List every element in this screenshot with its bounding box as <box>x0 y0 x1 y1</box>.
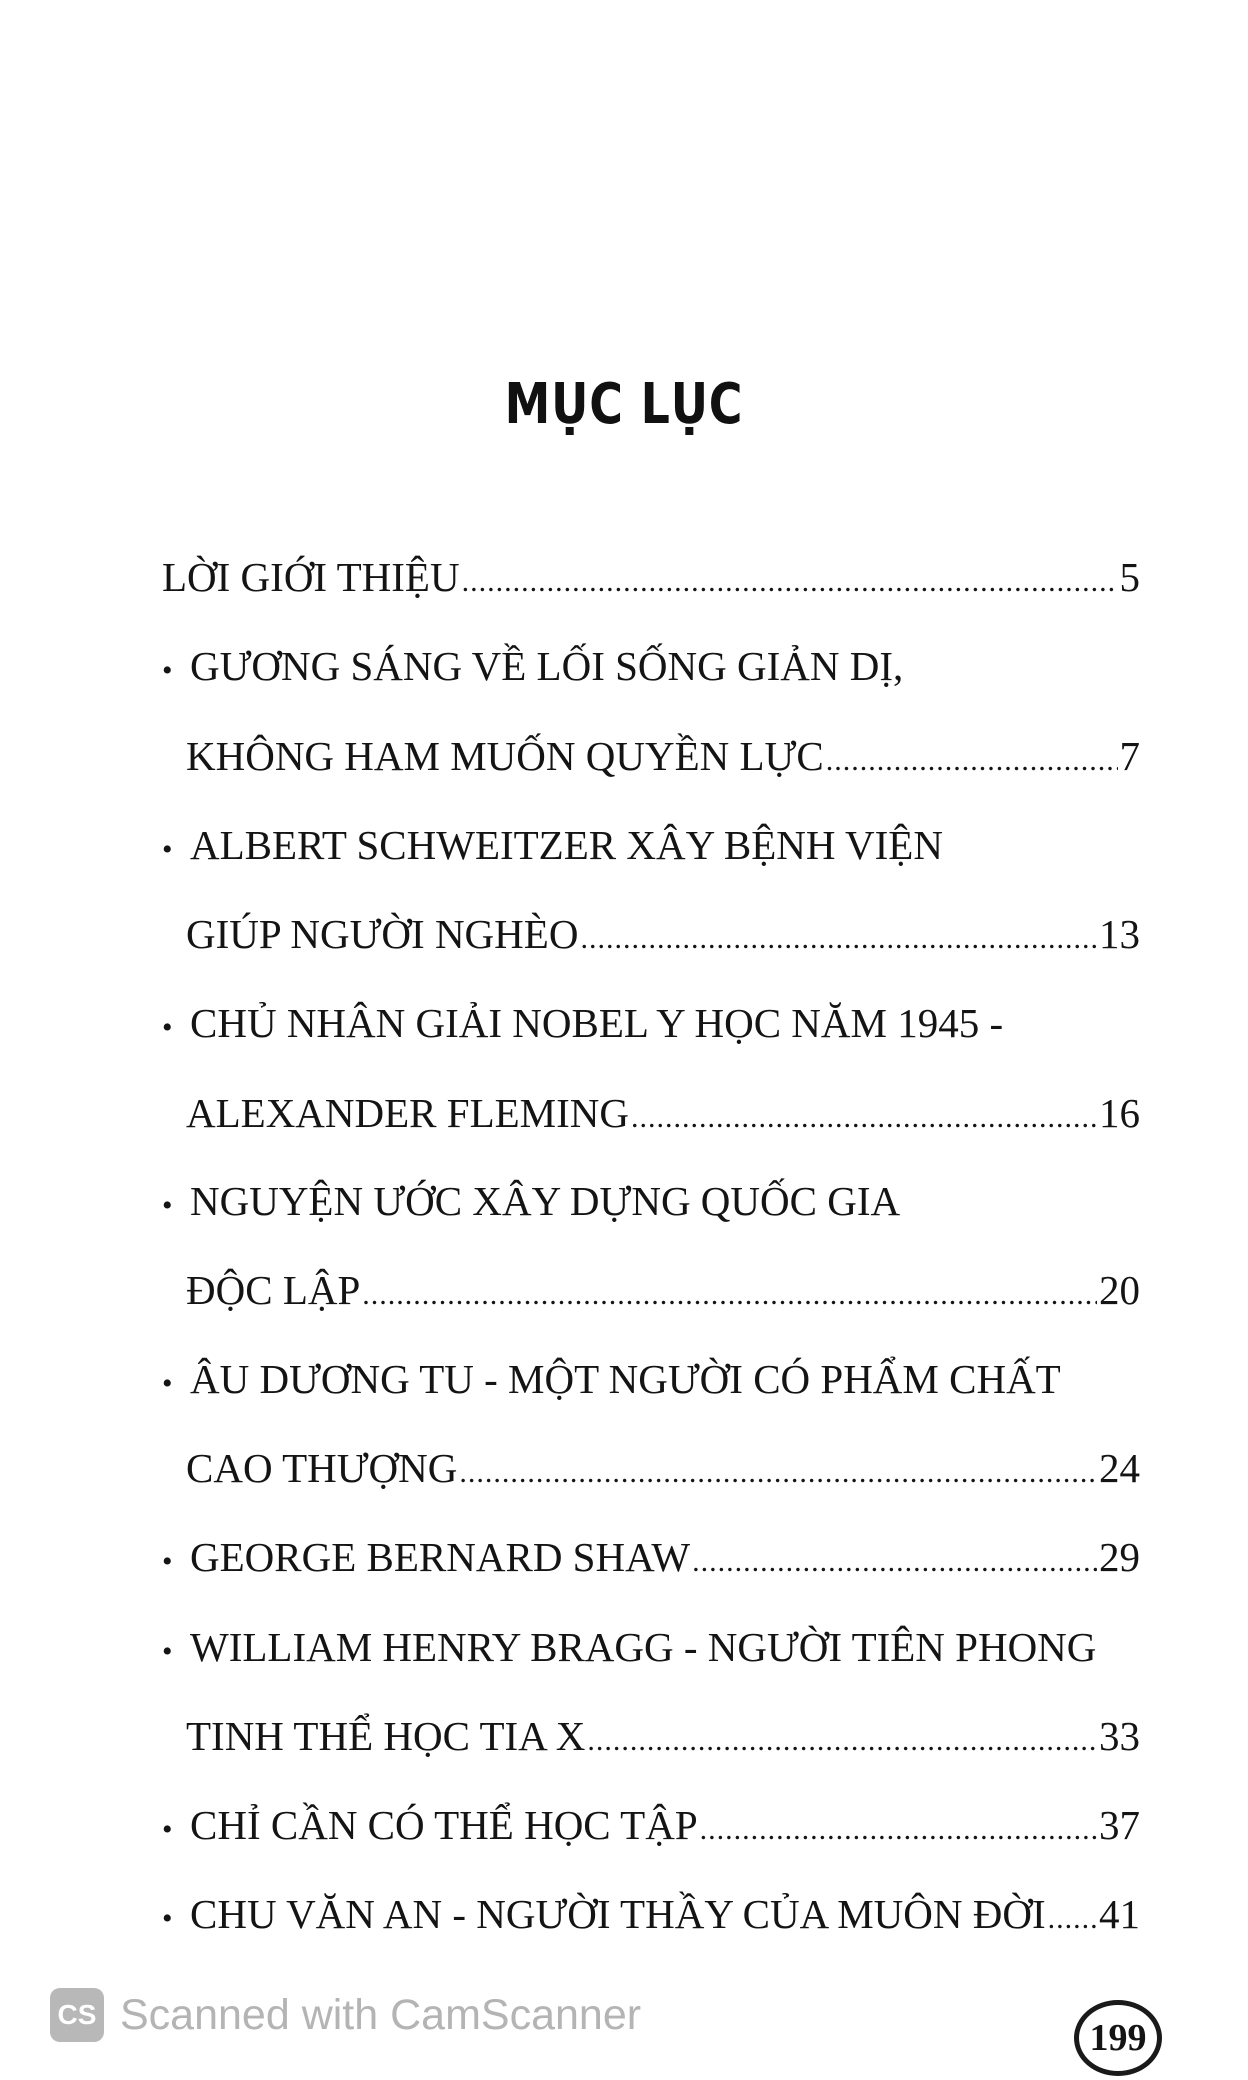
page-title: MỤC LỤC <box>504 372 744 437</box>
toc-entry-text: KHÔNG HAM MUỐN QUYỀN LỰC <box>186 733 824 779</box>
toc-entry-heading: • ÂU DƯƠNG TU - MỘT NGƯỜI CÓ PHẨM CHẤT <box>162 1354 1061 1409</box>
bullet-icon: • <box>162 1011 173 1044</box>
toc-entry-single <box>162 1889 1140 1944</box>
watermark-text: Scanned with CamScanner <box>120 1990 642 2039</box>
toc-entry-heading: • CHỦ NHÂN GIẢI NOBEL Y HỌC NĂM 1945 - <box>162 998 1003 1053</box>
bullet-icon: • <box>162 833 173 866</box>
dot-leader <box>692 1537 1097 1587</box>
toc-entry-intro <box>162 552 1140 607</box>
dot-leader <box>1048 1894 1097 1944</box>
toc-page-number: 37 <box>1099 1802 1140 1848</box>
bullet-icon: • <box>162 1367 173 1400</box>
toc-entry-text: • GEORGE BERNARD SHAW <box>162 1532 690 1587</box>
camscanner-watermark <box>50 1988 641 2042</box>
toc-entry-text: • CHỈ CẦN CÓ THỂ HỌC TẬP <box>162 1800 698 1855</box>
toc-page-number: 29 <box>1099 1534 1140 1580</box>
dot-leader <box>580 914 1097 964</box>
page-number: 199 <box>1074 2000 1162 2076</box>
toc-entry-line <box>186 1265 1140 1320</box>
toc-page-number: 24 <box>1099 1445 1140 1491</box>
dot-leader <box>700 1805 1097 1855</box>
toc-entry-text: ALEXANDER FLEMING <box>186 1090 629 1136</box>
toc-entry-heading: • WILLIAM HENRY BRAGG - NGƯỜI TIÊN PHONG <box>162 1622 1096 1677</box>
toc-entry-heading: • NGUYỆN ƯỚC XÂY DỰNG QUỐC GIA <box>162 1176 900 1231</box>
dot-leader <box>362 1270 1097 1320</box>
toc-entry-heading: • GƯƠNG SÁNG VỀ LỐI SỐNG GIẢN DỊ, <box>162 641 903 696</box>
toc-entry-text: CAO THƯỢNG <box>186 1445 458 1491</box>
bullet-icon: • <box>162 1635 173 1668</box>
toc-entry-line <box>186 1088 1140 1143</box>
toc-page-number: 7 <box>1119 733 1140 779</box>
bullet-icon: • <box>162 654 173 687</box>
toc-page-number: 5 <box>1119 554 1140 600</box>
toc-entry-text: ĐỘC LẬP <box>186 1267 361 1313</box>
toc-entry-line <box>186 1443 1140 1498</box>
toc-entry-single <box>162 1532 1140 1587</box>
toc-page-number: 20 <box>1099 1267 1140 1313</box>
bullet-icon: • <box>162 1902 173 1935</box>
dot-leader <box>459 1448 1097 1498</box>
toc-entry-line <box>186 909 1140 964</box>
toc-entry-text: LỜI GIỚI THIỆU <box>162 554 460 600</box>
toc-page-number: 41 <box>1099 1891 1140 1937</box>
toc-page-number: 16 <box>1099 1090 1140 1136</box>
dot-leader <box>826 736 1118 786</box>
bullet-icon: • <box>162 1545 173 1578</box>
toc-entry-heading: • ALBERT SCHWEITZER XÂY BỆNH VIỆN <box>162 820 943 875</box>
dot-leader <box>462 557 1118 607</box>
toc-entry-line <box>186 1711 1140 1766</box>
camscanner-logo-icon: CS <box>50 1988 104 2042</box>
toc-entry-single <box>162 1800 1140 1855</box>
bullet-icon: • <box>162 1189 173 1222</box>
toc-entry-text: TINH THỂ HỌC TIA X <box>186 1713 586 1759</box>
bullet-icon: • <box>162 1813 173 1846</box>
toc-entry-text: GIÚP NGƯỜI NGHÈO <box>186 911 579 957</box>
toc-entry-line <box>186 731 1140 786</box>
dot-leader <box>631 1093 1097 1143</box>
toc-page-number: 33 <box>1099 1713 1140 1759</box>
dot-leader <box>587 1716 1097 1766</box>
toc-page-number: 13 <box>1099 911 1140 957</box>
toc-entry-text: • CHU VĂN AN - NGƯỜI THẦY CỦA MUÔN ĐỜI <box>162 1889 1046 1944</box>
